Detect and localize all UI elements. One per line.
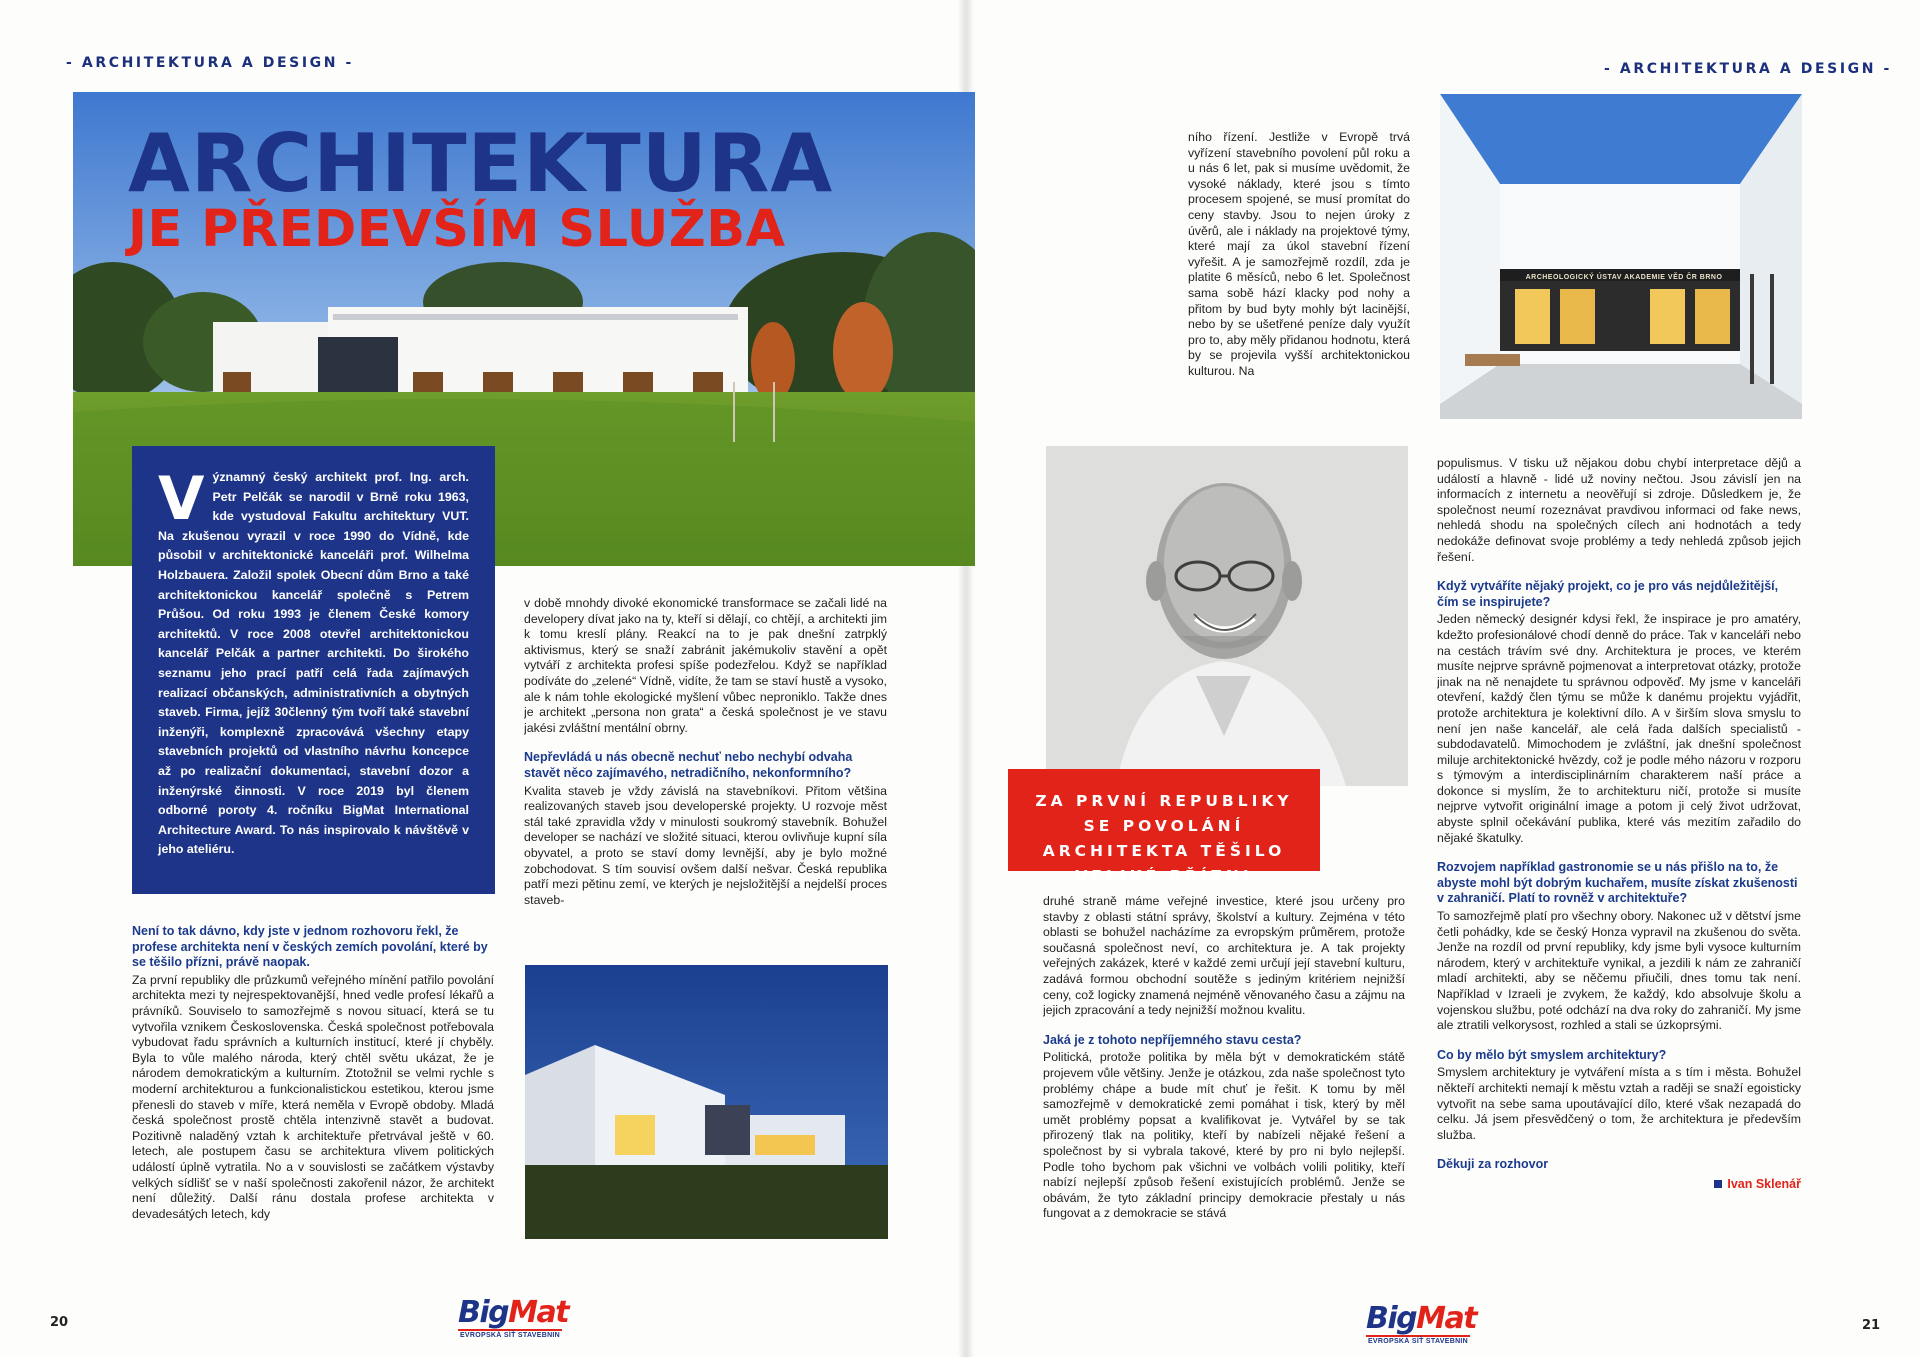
signature-square-icon	[1714, 1180, 1722, 1188]
left-column-2	[524, 596, 887, 940]
photo-building-sign: ARCHEOLOGICKÝ ÚSTAV AKADEMIE VĚD ČR BRNO	[1525, 274, 1723, 281]
answer-4: Politická, protože politika by měla být v demokratickém státě projevem vůle většiny. Jenže je otázkou, zda naše společnost tyto problémy chápe a bude mít chuť je řešit. K tomu by měl samozřejmě v demokratické zemi pomáhat i tisk, který by měl umět problémy popsat a kvalifikovat je. Vytvářel by se tak přirozený tlak na politiky, kteří by nabízeli nějaké řešení a společnost by si vybrala takové, které by pro ni bylo nejlepší. Podle toho bychom pak všichni ve volbách volili politiky, kteří nabízí nejlepší způsob řešení existujících problémů. Jenže se obávám, že tyto základní principy demokracie přestaly u nás fungovat a z demokracie se stává	[1043, 1050, 1405, 1221]
closing-thanks: Děkuji za rozhovor	[1437, 1157, 1549, 1172]
section-label-right: - ARCHITEKTURA A DESIGN -	[1604, 61, 1892, 77]
question-4: Když vytváříte nějaký projekt, co je pro vás nejdůležitější, čím se inspirujete?	[1437, 579, 1779, 609]
intro-dropcap: V	[158, 464, 205, 534]
intro-box	[132, 446, 495, 894]
article-title-line1: ARCHITEKTURA	[128, 117, 834, 210]
answer-6: To samozřejmě platí pro všechny obory. Nakonec už v dětství jsme četli pohádky, kde se český Honza vypravil na zkušenou do světa. Jenže na rozdíl od první republiky, kdy jsme byli vysoce kulturním národem, který v architektuře vynikal, a jezdili k nám ze zahraničí mladí architekti, aby se něčemu přiučili, dnes tomu tak není. Například v Izraeli je zvykem, že každý, kdo absolvuje školu a vojenskou službu, poté odchází na dva roky do zahraničí. My jsme ale ztratili velkorysost, rozhled a stali se úzkoprsými.	[1437, 909, 1801, 1033]
page-number-left: 20	[50, 1315, 69, 1330]
answer-4-continued: populismus. V tisku už nějakou dobu chybí interpretace dějů a událostí a hlavně - lidé už noviny nečtou. Jsou závislí jen na informacích z internetu a neověřují si zdroje. Důsledkem je, že společnost neumí rozeznávat pravdivou informaci od fake news, nehledá shodu na společných cílech ani hodnotách a tedy nedokáže definovat svoje problémy a tedy nehledá způsob jejich řešení.	[1437, 456, 1801, 564]
institute-courtyard-photo	[1440, 94, 1802, 419]
answer-2-continued: ního řízení. Jestliže v Evropě trvá vyřízení stavebního povolení půl roku a u nás 6 let, pak si musíme uvědomit, že vysoké náklady, které jsou s tímto procesem spojené, se musí promítat do ceny stavby. Jsou to nejen úroky z úvěrů, ale i náklady na projektové týmy, které mají za úkol stavební řízení vyřešit. A je samozřejmě rozdíl, zda je platite 6 měsíců, nebo 6 let. Společnost sama sobě hází klacky pod nohy a přitom by bud byty mohly být lacinější, nebo by se ušetřené peníze daly využít pro to, aby měly přidanou hodnotu, která by se projevila vyšší architektonickou kulturou. Na	[1188, 130, 1410, 378]
article-title-line2: JE PŘEDEVŠÍM SLUŽBA	[128, 200, 786, 259]
answer-3: druhé straně máme veřejné investice, které jsou určeny pro stavby z oblasti státní správy, školství a kultury. Zejména v této oblasti se bohužel nacházíme za evropským průměrem, protože současná společnost neví, co architektura je. A tak projekty veřejných zakázek, které v každé zemi určují její stavební kulturu, zadává formou obchodní soutěže s jediným kritériem nejnižší ceny, což logicky znamená nejméně věnovaného času a zájmu na jejich zpracování a tedy nejnižší možnou kvalitu.	[1043, 894, 1405, 1018]
question-5: Rozvojem například gastronomie se u nás přišlo na to, že abyste mohl být dobrým kuchařem, musíte získat zkušenosti v zahraničí. Platí to rovněž v architektuře?	[1437, 860, 1798, 906]
answer-1: Za první republiky dle průzkumů veřejného mínění patřilo povolání architekta mezi ty nejrespektovanější, hned vedle profesí lékařů a právníků. Souviselo to samozřejmě s novou situací, která se tu vytvořila vznikem Československa. Česká společnost potřebovala vybudovat řadu správních a kulturních institucí, které jí chyběly. Byla to vůle malého národa, který chtěl světu ukázat, že je národem demokratickým a kulturním. Ztotožnil se velmi rychle s moderní architekturou a funkcionalistickou estetikou, kterou jsme přenesli do staveb v míře, která neměla v Evropě obdoby. Mladá česká společnost prostě chtěla intenzivně stavět a budovat. Pozitivně naladěný vztah k architektuře přetrvával ještě v 60. letech, ale postupem času se architektura vlivem politických událostí úplně vytratila. No a v souvislosti se začátkem výstavby velkých sídlišť se v naší společnosti zakořenil názor, že architekt není důležitý. Další ránu dostala profese architekta v devadesátých letech, kdy	[132, 972, 494, 1221]
answer-7: Smyslem architektury je vytváření místa a s tím i města. Bohužel někteří architekti nemají k městu vztah a raději se snaží egoisticky vytvořit na sebe sama upoutávající dílo, které však nezapadá do celku. Já jsem přesvědčený o tom, že architektura je především služba.	[1437, 1065, 1801, 1142]
question-6: Co by mělo být smyslem architektury?	[1437, 1047, 1667, 1062]
question-3: Jaká je z tohoto nepříjemného stavu cesta?	[1043, 1032, 1302, 1047]
bigmat-logo-left: BigMat EVROPSKÁ SÍŤ STAVEBNIN	[458, 1295, 569, 1339]
right-column-3	[1437, 456, 1801, 1260]
page-number-right: 21	[1862, 1318, 1881, 1333]
section-label-left: - ARCHITEKTURA A DESIGN -	[66, 55, 354, 71]
question-1: Není to tak dávno, kdy jste v jednom rozhovoru řekl, že profese architekta není v českých zemích povolání, které by se těšilo přízni, právě naopak.	[132, 924, 488, 970]
pull-quote: ZA PRVNÍ REPUBLIKY SE POVOLÁNÍ ARCHITEKTA TĚŠILO VELIKÉ PŘÍZNI	[1008, 769, 1320, 871]
bigmat-logo-right: BigMat EVROPSKÁ SÍŤ STAVEBNIN	[1366, 1301, 1477, 1345]
answer-2: Kvalita staveb je vždy závislá na stavebníkovi. Přitom většina realizovaných staveb jsou developerské projekty. U rozvoje měst stál také zpravidla vždy v minulosti soukromý stavebník. Bohužel developer se nachází ve složité situaci, kterou ovlivňuje kupní síla obyvatel, a proto se staví domy levnější, aby je bylo možné zobchodovat. S tím souvisí ovšem další nešvar. Česká republika patří mezi pětinu zemí, ve kterých je nejsložitější a nejdelší proces staveb-	[524, 783, 887, 907]
answer-5: Jeden německý designér kdysi řekl, že inspirace je pro amatéry, kdežto profesionálové chodí denně do práce. Tak v kanceláři nebo na cestách trávím své dny. Architektura je proces, ve kterém musíte nejprve správně pojmenovat a interpretovat otázky, protože jinak na ně nenajdete tu správnou odpověď. My jsme v kanceláři otevření, každý člen týmu se může k danému projektu vyjádřit, protože architektura je kolektivní dílo. A v širším slova smyslu to není jen naše kancelář, ale celá řada dalších specialistů - subdodavatelů. Mimochodem je zvláštní, jak dnešní společnost miluje architektonické hvězdy, což je podle mého názoru v rozporu s týmovým a interdisciplinárním charakterem naší práce a dokonce si myslím, že to architekturu ničí, protože si musíte nejprve vytvořit originální image a potom ji celý život udržovat, abyste splnil očekávání publika, které vás mezitím zařadilo do nějaké škatulky.	[1437, 612, 1801, 845]
intro-text: ýznamný český architekt prof. Ing. arch. Petr Pelčák se narodil v Brně roku 1963, kde vystudoval Fakultu architektury VUT. Na zkušenou vyrazil v roce 1990 do Vídně, kde působil v architektonické kanceláři prof. Wilhelma Holzbauera. Založil spolek Obecní dům Brno a také architektonickou kancelář společně s Petrem Průšou. Od roku 1993 je členem České komory architektů. V roce 2008 otevřel architektonickou kancelář Pelčák a partner architekti. Do širokého seznamu jeho prací patří celá řada zajímavých realizací občanských, administrativních a obytných staveb. Firma, jejíž 30členný tým tvoří také stavební inženýři, komplexně zpracovává všechny etapy stavebních projektů od vlastního návrhu koncepce až po realizační dokumentaci, stavební dozor a inženýrské činnosti. V roce 2019 byl členem odborné poroty 4. ročníku BigMat International Architecture Award. To nás inspirovalo k návštěvě v jeho ateliéru.	[158, 470, 469, 857]
author-signature	[1437, 1175, 1801, 1193]
night-building-photo	[525, 965, 888, 1239]
architect-portrait-photo	[1046, 446, 1408, 786]
left-column-1	[132, 924, 494, 1248]
author-name: Ivan Sklenář	[1727, 1176, 1801, 1191]
right-column-1	[1188, 130, 1410, 412]
right-column-2	[1043, 894, 1405, 1248]
question-2: Nepřevládá u nás obecně nechuť nebo nechybí odvaha stavět něco zajímavého, netradičního, nekonformního?	[524, 750, 853, 780]
answer-1-continued: v době mnohdy divoké ekonomické transformace se začali lidé na developery dívat jako na ty, kteří si dělají, co chtějí, a architekti jim k tomu kreslí plány. Reakcí na to je pak dnešní zatrpklý aktivismus, který se snaží zabránit jakémukoliv stavění a opět vytváří z architekta profesi spíše podezřelou. Když se například podíváte do „zelené“ Vídně, vidíte, že tam se staví hustě a vysoko, ale k nám tohle ekologické myšlení vůbec neproniklo. Takže dnes je architekt „persona non grata“ a česká společnost je ve stavu jakési zvláštní mentální obrny.	[524, 596, 887, 735]
